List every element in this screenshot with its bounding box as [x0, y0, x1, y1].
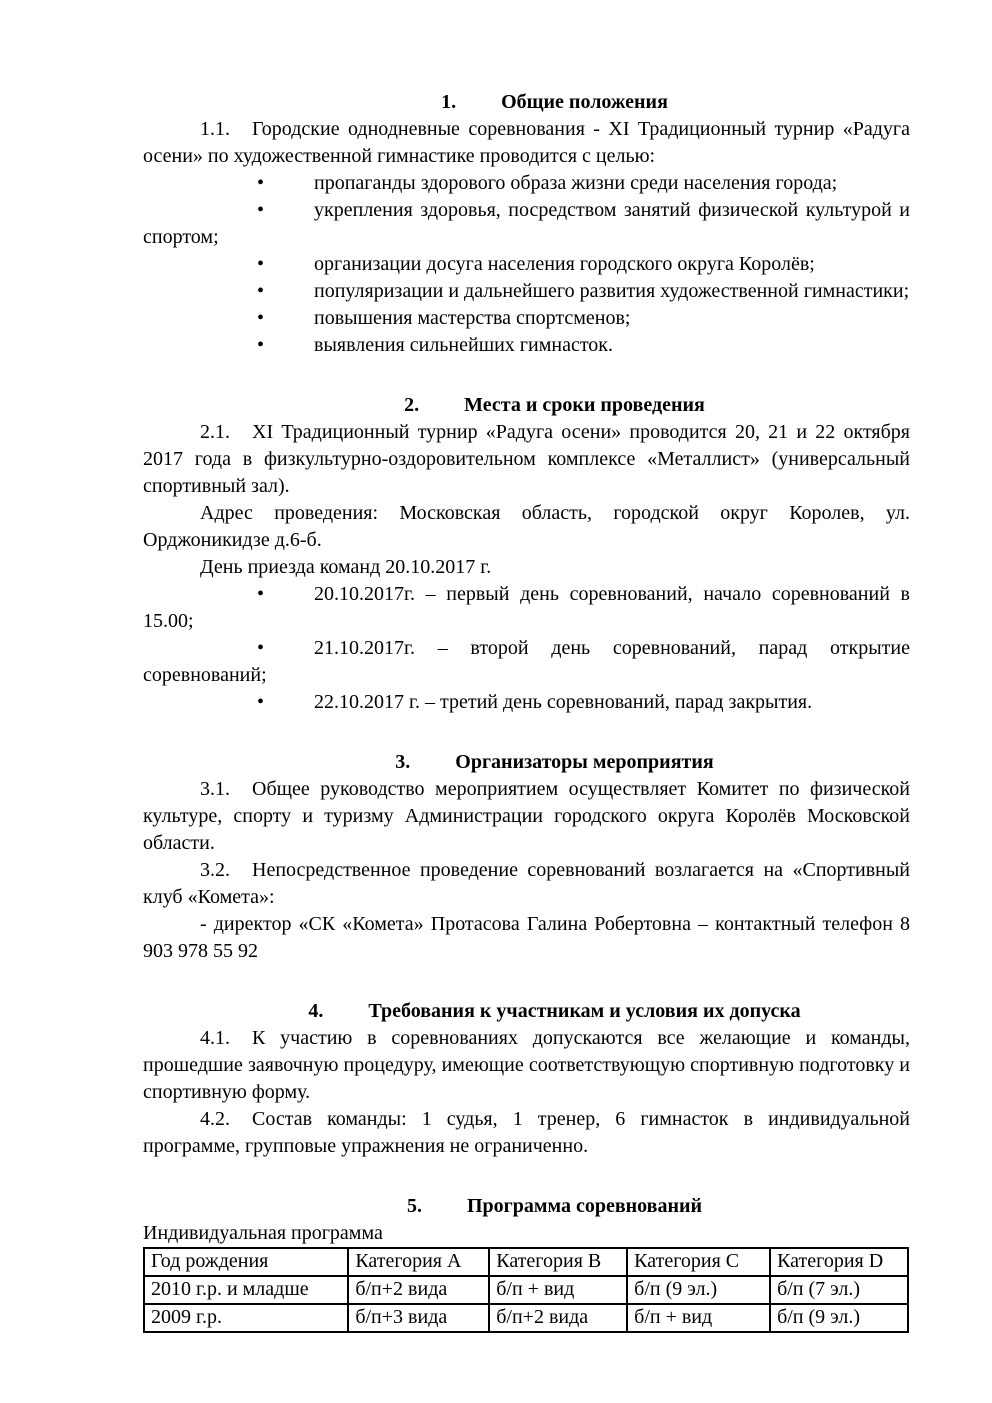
paragraph-1-1 — [143, 116, 910, 170]
column-header-category-a: Категория A — [348, 1248, 489, 1276]
director-contact-text: - директор «СК «Комета» Протасова Галина Робертовна – контактный телефон 8 903 978 55 92 — [143, 913, 910, 962]
goal-list-item — [143, 278, 910, 305]
paragraph-3-2-text: Непосредственное проведение соревнований возлагается на «Спортивный клуб «Комета»: — [143, 859, 910, 908]
arrival-day-paragraph — [143, 554, 910, 581]
table-header-row — [144, 1248, 908, 1276]
section-1-number: 1. — [441, 91, 457, 113]
bullet-icon: • — [257, 691, 265, 713]
bullet-icon: • — [257, 172, 265, 194]
goal-list-item-text: укрепления здоровья, посредством занятий физической культурой и спортом; — [143, 199, 910, 248]
individual-program-subtitle-text: Индивидуальная программа — [143, 1222, 383, 1244]
column-header-category-c: Категория C — [627, 1248, 770, 1276]
director-contact-paragraph — [143, 911, 910, 965]
bullet-icon: • — [257, 307, 265, 329]
bullet-icon: • — [257, 334, 265, 356]
paragraph-1-1-number: 1.1. — [200, 118, 230, 140]
bullet-icon: • — [257, 583, 265, 605]
cell-category-a: б/п+3 вида — [348, 1304, 489, 1332]
cell-category-d: б/п (9 эл.) — [770, 1304, 908, 1332]
goal-list-item — [143, 251, 910, 278]
bullet-icon: • — [257, 280, 265, 302]
section-4-title: Требования к участникам и условия их допуска — [368, 1000, 801, 1022]
section-3-number: 3. — [395, 751, 411, 773]
section-4-number: 4. — [308, 1000, 324, 1022]
section-5-heading — [171, 1193, 938, 1220]
schedule-list-item-text: 21.10.2017г. – второй день соревнований, парад открытие соревнований; — [143, 637, 910, 686]
column-header-category-d: Категория D — [770, 1248, 908, 1276]
paragraph-2-1-text: XI Традиционный турнир «Радуга осени» проводится 20, 21 и 22 октября 2017 года в физкультурно-оздоровительном комплексе «Металлист» (универсальный спортивный зал). — [143, 421, 910, 497]
bullet-icon: • — [257, 199, 265, 221]
schedule-list-item-text: 20.10.2017г. – первый день соревнований, начало соревнований в 15.00; — [143, 583, 910, 632]
section-5-number: 5. — [406, 1195, 422, 1217]
cell-birth-year: 2009 г.р. — [144, 1304, 348, 1332]
goal-list-item — [143, 170, 910, 197]
section-2-number: 2. — [404, 394, 420, 416]
paragraph-1-1-text: Городские однодневные соревнования - XI Традиционный турнир «Радуга осени» по художественной гимнастике проводится с целью: — [143, 118, 910, 167]
paragraph-3-1-text: Общее руководство мероприятием осуществляет Комитет по физической культуре, спорту и туризму Администрации городского округа Королёв Московской области. — [143, 778, 910, 854]
paragraph-4-2 — [143, 1106, 910, 1160]
section-1-heading — [171, 89, 938, 116]
table-row — [144, 1304, 908, 1332]
section-3-title: Организаторы мероприятия — [455, 751, 714, 773]
goal-list-item-text: повышения мастерства спортсменов; — [314, 307, 631, 329]
column-header-birth-year: Год рождения — [144, 1248, 348, 1276]
cell-category-c: б/п (9 эл.) — [627, 1276, 770, 1304]
individual-program-subtitle — [143, 1220, 910, 1247]
goal-list-item — [143, 305, 910, 332]
paragraph-4-1-text: К участию в соревнованиях допускаются все желающие и команды, прошедшие заявочную процедуру, имеющие соответствующую спортивную подготовку и спортивную форму. — [143, 1027, 910, 1103]
arrival-day-text: День приезда команд 20.10.2017 г. — [200, 556, 492, 578]
column-header-category-b: Категория B — [489, 1248, 627, 1276]
section-1-title: Общие положения — [501, 91, 668, 113]
paragraph-3-1-number: 3.1. — [200, 778, 230, 800]
bullet-icon: • — [257, 253, 265, 275]
schedule-list-item-text: 22.10.2017 г. – третий день соревнований, парад закрытия. — [314, 691, 813, 713]
paragraph-4-2-number: 4.2. — [200, 1108, 230, 1130]
paragraph-3-2 — [143, 857, 910, 911]
goal-list-item — [143, 332, 910, 359]
cell-birth-year: 2010 г.р. и младше — [144, 1276, 348, 1304]
section-2-heading — [171, 392, 938, 419]
individual-program-table — [143, 1247, 909, 1333]
section-2-title: Места и сроки проведения — [464, 394, 705, 416]
paragraph-4-1 — [143, 1025, 910, 1106]
paragraph-4-1-number: 4.1. — [200, 1027, 230, 1049]
goal-list-item-text: организации досуга населения городского округа Королёв; — [314, 253, 815, 275]
section-3-heading — [171, 749, 938, 776]
paragraph-2-1 — [143, 419, 910, 500]
schedule-list-item — [143, 689, 910, 716]
paragraph-3-2-number: 3.2. — [200, 859, 230, 881]
address-paragraph — [143, 500, 910, 554]
goal-list-item — [143, 197, 910, 251]
paragraph-2-1-number: 2.1. — [200, 421, 230, 443]
paragraph-3-1 — [143, 776, 910, 857]
address-text: Адрес проведения: Московская область, городской округ Королев, ул. Орджоникидзе д.6-б. — [143, 502, 910, 551]
schedule-list-item — [143, 635, 910, 689]
section-4-heading — [171, 998, 938, 1025]
cell-category-c: б/п + вид — [627, 1304, 770, 1332]
goal-list-item-text: выявления сильнейших гимнасток. — [314, 334, 614, 356]
cell-category-d: б/п (7 эл.) — [770, 1276, 908, 1304]
cell-category-a: б/п+2 вида — [348, 1276, 489, 1304]
bullet-icon: • — [257, 637, 265, 659]
cell-category-b: б/п + вид — [489, 1276, 627, 1304]
goal-list-item-text: пропаганды здорового образа жизни среди населения города; — [314, 172, 838, 194]
schedule-list-item — [143, 581, 910, 635]
paragraph-4-2-text: Состав команды: 1 судья, 1 тренер, 6 гимнасток в индивидуальной программе, групповые упражнения не ограниченно. — [143, 1108, 910, 1157]
table-row — [144, 1276, 908, 1304]
cell-category-b: б/п+2 вида — [489, 1304, 627, 1332]
section-5-title: Программа соревнований — [466, 1195, 703, 1217]
goal-list-item-text: популяризации и дальнейшего развития художественной гимнастики; — [314, 280, 910, 302]
